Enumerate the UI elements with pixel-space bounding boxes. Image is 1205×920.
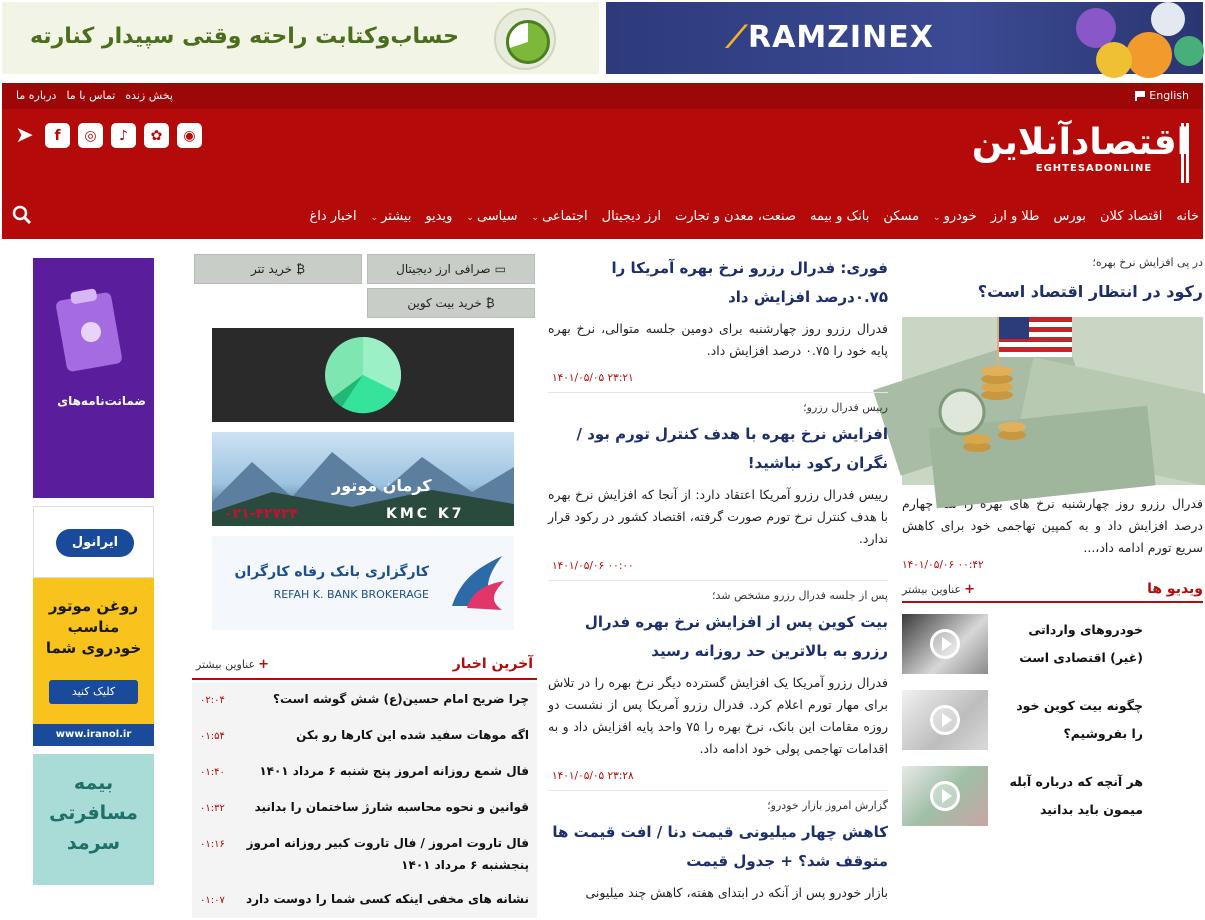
- top-ads: [0, 0, 1205, 80]
- coin-icon: [1151, 2, 1185, 36]
- latest-item[interactable]: اگه موهات سفید شده این کارها رو بکن ۰۱:۵۴: [200, 728, 529, 742]
- exchange-button[interactable]: ▭ صرافی ارز دیجیتال: [367, 254, 535, 284]
- kerman-code: KMC K7: [386, 506, 465, 522]
- news-story: [548, 799, 888, 912]
- news-story: [548, 401, 888, 581]
- story-time: ۲۳:۲۸ ۱۴۰۱/۰۵/۰۵: [552, 770, 634, 782]
- live-link[interactable]: پخش زنده: [125, 89, 173, 102]
- latest-header: [192, 656, 537, 680]
- coin-icon: [1174, 36, 1204, 66]
- play-icon: [930, 705, 960, 735]
- buy-bitcoin-button[interactable]: ₿ خرید بیت کوین: [367, 288, 535, 318]
- social-links: [12, 123, 202, 148]
- latest-item[interactable]: فال شمع روزانه امروز پنج شنبه ۶ مرداد ۱۴۰۱ ۰۱:۴۰: [200, 764, 529, 778]
- card-icon: ▭: [494, 262, 506, 276]
- nav-item[interactable]: اخبار داغ: [309, 209, 357, 224]
- story-title[interactable]: بیت کوین پس از افزایش نرخ بهره فدرال رزرو به بالاترین حد روزانه رسید: [584, 613, 888, 660]
- play-icon: [930, 781, 960, 811]
- plus-icon: +: [258, 656, 269, 672]
- kerman-motor-ad[interactable]: [212, 432, 514, 526]
- crypto-buttons: [192, 254, 537, 322]
- site-logo[interactable]: اقتصادآنلاین EGHTESADONLINE: [999, 121, 1189, 187]
- about-link[interactable]: درباره ما: [16, 89, 57, 102]
- guarantee-ad[interactable]: [33, 258, 154, 498]
- nav-item[interactable]: صنعت، معدن و تجارت: [675, 209, 796, 224]
- chevron-down-icon: ⌄: [531, 213, 540, 223]
- videos-header: [902, 581, 1203, 603]
- nav-item[interactable]: اقتصاد کلان: [1100, 209, 1163, 224]
- iranol-url: www.iranol.ir: [33, 724, 154, 746]
- story-summary: بازار خودرو پس از آنکه در ابتدای هفته، کاهش چند میلیونی: [585, 885, 888, 900]
- nav-item[interactable]: سیاسی⌄: [466, 209, 518, 224]
- refah-fa-text: کارگزاری بانک رفاه کارگران: [234, 564, 429, 580]
- search-icon[interactable]: [12, 205, 32, 225]
- pie-ad[interactable]: [212, 328, 514, 422]
- nav-item[interactable]: طلا و ارز: [990, 209, 1040, 224]
- nav-item[interactable]: ویدیو: [425, 209, 453, 224]
- plus-icon: +: [964, 581, 975, 597]
- crypto-column: [192, 254, 537, 906]
- featured-column: [902, 256, 1203, 821]
- top-links: [16, 89, 173, 102]
- story-kicker: گزارش امروز بازار خودرو؛: [767, 799, 888, 812]
- news-story: [548, 589, 888, 791]
- ramzinex-logo: ⟋RAMZINEX: [726, 20, 934, 55]
- telegram-icon[interactable]: ➤: [15, 123, 34, 148]
- nav-list: [309, 209, 1199, 224]
- contact-link[interactable]: تماس با ما: [66, 89, 116, 102]
- story-time: ۰۰:۰۰ ۱۴۰۱/۰۵/۰۶: [552, 560, 634, 572]
- latest-news: [192, 656, 537, 918]
- nav-item[interactable]: خودرو⌄: [933, 209, 977, 224]
- video-item[interactable]: چگونه بیت کوین خود را بفروشیم؟: [902, 695, 1203, 745]
- latest-list: [192, 682, 537, 918]
- hero-title[interactable]: رکود در انتظار اقتصاد است؟: [977, 282, 1203, 301]
- site-header: [2, 83, 1203, 239]
- nav-item[interactable]: بانک و بیمه: [809, 209, 870, 224]
- story-summary: رییس فدرال رزرو آمریکا اعتقاد دارد: از آنجا که افزایش نرخ بهره با هدف کنترل نرخ تورم صورت گرفته، اقتصاد کشور در رکود قرار ندارد.: [548, 487, 888, 546]
- refah-en-text: REFAH K. BANK BROKERAGE: [273, 588, 429, 601]
- guarantee-text: ضمانت‌نامه‌های: [57, 394, 146, 408]
- story-time: ۲۳:۲۱ ۱۴۰۱/۰۵/۰۵: [552, 372, 634, 384]
- sepidar-ad-banner[interactable]: [2, 2, 599, 74]
- travel-insurance-ad[interactable]: [33, 754, 154, 885]
- nav-item[interactable]: ارز دیجیتال: [601, 209, 662, 224]
- instagram-icon[interactable]: ◎: [78, 123, 103, 148]
- nav-item[interactable]: مسکن: [883, 209, 920, 224]
- videos-heading: ویدیو ها: [1147, 581, 1203, 597]
- video-item[interactable]: هر آنچه که درباره آبله میمون باید بدانید: [902, 771, 1203, 821]
- latest-more-link[interactable]: +عناوین بیشتر: [196, 656, 269, 672]
- bitcoin-icon: ₿: [485, 296, 495, 310]
- buy-tether-button[interactable]: ₿ خرید تتر: [194, 254, 362, 284]
- top-bar: [2, 83, 1203, 109]
- sepidar-logo-icon: [494, 8, 556, 70]
- twitter-icon[interactable]: ♪: [111, 123, 136, 148]
- chevron-down-icon: ⌄: [370, 213, 379, 223]
- videos-more-link[interactable]: +عناوین بیشتر: [902, 581, 975, 597]
- iranol-text: روغن موتور مناسب خودروی شما: [45, 597, 142, 657]
- latest-item[interactable]: قوانین و نحوه محاسبه شارژ ساختمان را بدانید ۰۱:۳۲: [200, 800, 529, 814]
- pie-graphic: [212, 328, 514, 422]
- story-title[interactable]: کاهش چهار میلیونی قیمت دنا / افت قیمت ها متوقف شد؟ + جدول قیمت: [552, 823, 888, 870]
- chevron-down-icon: ⌄: [933, 213, 941, 223]
- ramzinex-ad-banner[interactable]: [606, 2, 1203, 74]
- coin-icon: [1096, 42, 1132, 78]
- video-thumbnail: [902, 690, 988, 750]
- latest-heading: آخرین اخبار: [452, 656, 533, 672]
- dollar-bills-image: [902, 317, 1203, 485]
- main-nav: [2, 195, 1203, 239]
- news-column: [548, 254, 888, 920]
- travel-insurance-text: بیمه مسافرتی سرمد: [49, 772, 138, 854]
- kerman-phone: ۰۲۱-۴۲۷۲۴: [224, 506, 299, 522]
- news-story: [548, 254, 888, 393]
- story-kicker: پس از جلسه فدرال رزرو مشخص شد؛: [712, 589, 888, 602]
- coin-icon: [1126, 32, 1172, 78]
- rss-icon[interactable]: ◉: [177, 123, 202, 148]
- iranol-ad[interactable]: [33, 506, 154, 746]
- facebook-icon[interactable]: f: [45, 123, 70, 148]
- sepidar-ad-text: حساب‌وکتابت راحته وقتی سپیدار کنارته: [29, 24, 459, 49]
- story-summary: فدرال رزرو روز چهارشنبه برای دومین جلسه متوالی، نرخ بهره پایه خود را ۰.۷۵ درصد افزایش داد.: [548, 321, 888, 358]
- iranol-logo: ایرانول: [33, 506, 154, 578]
- chevron-down-icon: ⌄: [466, 213, 474, 223]
- clipboard-icon: [33, 278, 154, 398]
- latest-item[interactable]: چرا ضریح امام حسین(ع) شش گوشه است؟ ۰۲:۰۴: [200, 692, 529, 706]
- refah-logo-icon: [442, 546, 512, 616]
- iranol-cta-button[interactable]: کلیک کنید: [49, 680, 138, 704]
- nav-item[interactable]: بورس: [1053, 209, 1086, 224]
- hero-image[interactable]: [902, 317, 1203, 485]
- story-title[interactable]: افزایش نرخ بهره با هدف کنترل تورم بود / نگران رکود نباشید!: [576, 425, 888, 472]
- story-kicker: رییس فدرال رزرو؛: [803, 401, 888, 414]
- kerman-brand: کرمان موتور: [332, 476, 432, 495]
- story-title[interactable]: فوری: فدرال رزرو نرخ بهره آمریکا را ۰.۷۵درصد افزایش داد: [611, 259, 888, 306]
- english-link[interactable]: English: [1135, 89, 1189, 102]
- latest-item[interactable]: نشانه های مخفی اینکه کسی شما را دوست دارد ۰۱:۰۷: [200, 892, 529, 906]
- aparat-icon[interactable]: ✿: [144, 123, 169, 148]
- flag-icon: [1135, 91, 1145, 101]
- hero-summary: فدرال رزرو روز چهارشنبه نرخ های بهره را سه چهارم درصد افزایش داد و به کمپین تهاجمی خود برای کاهش سریع تورم ادامه داد،...: [902, 496, 1203, 555]
- nav-item[interactable]: اجتماعی⌄: [531, 209, 588, 224]
- play-icon: [930, 629, 960, 659]
- hero-kicker: در پی افزایش نرخ بهره؛: [1092, 256, 1203, 269]
- nav-item[interactable]: بیشتر⌄: [370, 209, 412, 224]
- hero-time: ۰۰:۴۲ ۱۴۰۱/۰۵/۰۶: [902, 559, 984, 571]
- video-thumbnail: [902, 766, 988, 826]
- video-thumbnail: [902, 614, 988, 674]
- story-summary: فدرال رزرو آمریکا یک افزایش گسترده دیگر نرخ بهره را در تلاش برای مهار تورم اعلام کرد. فدرال رزرو آمریکا پس از نشست دو روزه مقامات این بانک، نرخ بهره را ۷۵ واحد پایه افزایش داد و به اقدامات تهاجمی پولی خود ادامه داد.: [548, 675, 888, 756]
- latest-item[interactable]: فال تاروت امروز / فال تاروت کبیر روزانه امروز پنجشنبه ۶ مرداد ۱۴۰۱ ۰۱:۱۶: [200, 836, 529, 872]
- bitcoin-icon: ₿: [296, 262, 305, 276]
- video-item[interactable]: خودروهای وارداتی (غیر) اقتصادی است: [902, 619, 1203, 669]
- refah-brokerage-ad[interactable]: [212, 536, 514, 630]
- nav-item[interactable]: خانه: [1176, 209, 1199, 224]
